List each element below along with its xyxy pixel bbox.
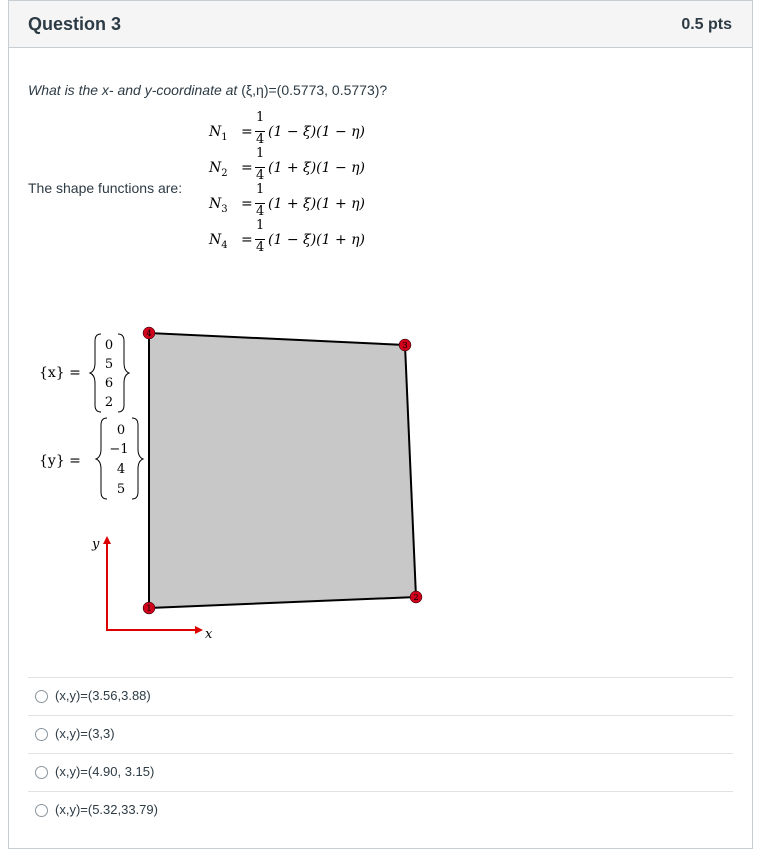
y-vector xyxy=(39,418,143,499)
shape-function-expression: (1 − ξ)(1 − η) xyxy=(268,124,366,140)
fraction-numerator: 1 xyxy=(256,110,265,125)
y-axis-arrow xyxy=(103,536,111,544)
question-prompt xyxy=(28,82,387,98)
fraction-numerator: 1 xyxy=(256,146,265,161)
x-vector-right-brace xyxy=(118,334,129,412)
shape-function-n2 xyxy=(209,146,409,186)
function-subscript: 2 xyxy=(221,167,228,179)
answer-label[interactable]: (x,y)=(3.56,3.88) xyxy=(55,688,151,703)
radio-button[interactable] xyxy=(35,728,48,741)
y-value: 5 xyxy=(116,482,126,497)
y-value: 0 xyxy=(116,423,126,438)
answer-label[interactable]: (x,y)=(5.32,33.79) xyxy=(55,802,158,817)
question-card xyxy=(8,0,753,849)
y-vector-label: {y} = xyxy=(39,453,81,469)
node-2 xyxy=(410,591,422,603)
answer-option[interactable] xyxy=(28,791,733,829)
equals-sign: = xyxy=(241,124,253,140)
x-vector xyxy=(39,334,129,412)
shape-function-name xyxy=(209,232,228,251)
question-points: 0.5 pts xyxy=(681,16,732,33)
node-3 xyxy=(399,339,411,351)
node-1-label: 1 xyxy=(146,604,152,613)
function-subscript: 4 xyxy=(221,239,228,251)
shape-function-name xyxy=(209,124,228,143)
y-axis-label: y xyxy=(92,537,100,552)
node-4 xyxy=(143,327,155,339)
prompt-text: What is the x- and y-coordinate at xyxy=(28,82,238,98)
shape-function-n4 xyxy=(209,218,409,258)
element-figure xyxy=(9,301,752,651)
y-vector-left-brace xyxy=(96,418,107,499)
shape-functions-label: The shape functions are: xyxy=(28,180,183,196)
shape-function-n3 xyxy=(209,182,409,222)
fraction-numerator: 1 xyxy=(256,218,265,233)
x-vector-label: {x} = xyxy=(39,365,81,381)
fraction-denominator: 4 xyxy=(256,132,265,147)
fraction-denominator: 4 xyxy=(256,204,265,219)
x-vector-left-brace xyxy=(90,334,101,412)
answer-label[interactable]: (x,y)=(4.90, 3.15) xyxy=(55,764,155,779)
node-3-label: 3 xyxy=(402,341,408,350)
shape-function-n1 xyxy=(209,110,409,150)
x-value: 0 xyxy=(104,338,114,353)
node-4-label: 4 xyxy=(146,329,152,338)
answer-option[interactable] xyxy=(28,677,733,715)
function-subscript: 1 xyxy=(221,131,228,143)
equals-sign: = xyxy=(241,196,253,212)
shape-function-expression: (1 + ξ)(1 + η) xyxy=(268,196,366,212)
function-letter: N xyxy=(209,124,222,140)
fraction-denominator: 4 xyxy=(256,240,265,255)
y-value: −1 xyxy=(109,442,129,457)
x-axis-arrow xyxy=(195,626,203,634)
radio-button[interactable] xyxy=(35,690,48,703)
node-2-label: 2 xyxy=(413,593,419,602)
x-value: 5 xyxy=(104,357,114,372)
function-letter: N xyxy=(209,196,222,212)
x-value: 2 xyxy=(104,395,114,410)
fraction-denominator: 4 xyxy=(256,168,265,183)
shape-function-name xyxy=(209,196,228,215)
y-value: 4 xyxy=(116,462,126,477)
shape-function-expression: (1 + ξ)(1 − η) xyxy=(268,160,366,176)
x-axis-label: x xyxy=(205,627,213,642)
answer-option[interactable] xyxy=(28,753,733,791)
node-1 xyxy=(143,602,155,614)
shape-function-expression: (1 − ξ)(1 + η) xyxy=(268,232,366,248)
radio-button[interactable] xyxy=(35,804,48,817)
function-letter: N xyxy=(209,232,222,248)
quad-element xyxy=(149,333,419,608)
function-letter: N xyxy=(209,160,222,176)
answer-label[interactable]: (x,y)=(3,3) xyxy=(55,726,115,741)
question-header xyxy=(9,1,752,48)
equals-sign: = xyxy=(241,232,253,248)
prompt-value: (ξ,η)=(0.5773, 0.5773)? xyxy=(237,82,388,98)
x-value: 6 xyxy=(104,376,114,391)
shape-function-name xyxy=(209,160,228,179)
answer-option[interactable] xyxy=(28,715,733,753)
y-vector-right-brace xyxy=(132,418,143,499)
fraction-numerator: 1 xyxy=(256,182,265,197)
function-subscript: 3 xyxy=(221,203,228,215)
equals-sign: = xyxy=(241,160,253,176)
question-title: Question 3 xyxy=(28,14,122,34)
radio-button[interactable] xyxy=(35,766,48,779)
